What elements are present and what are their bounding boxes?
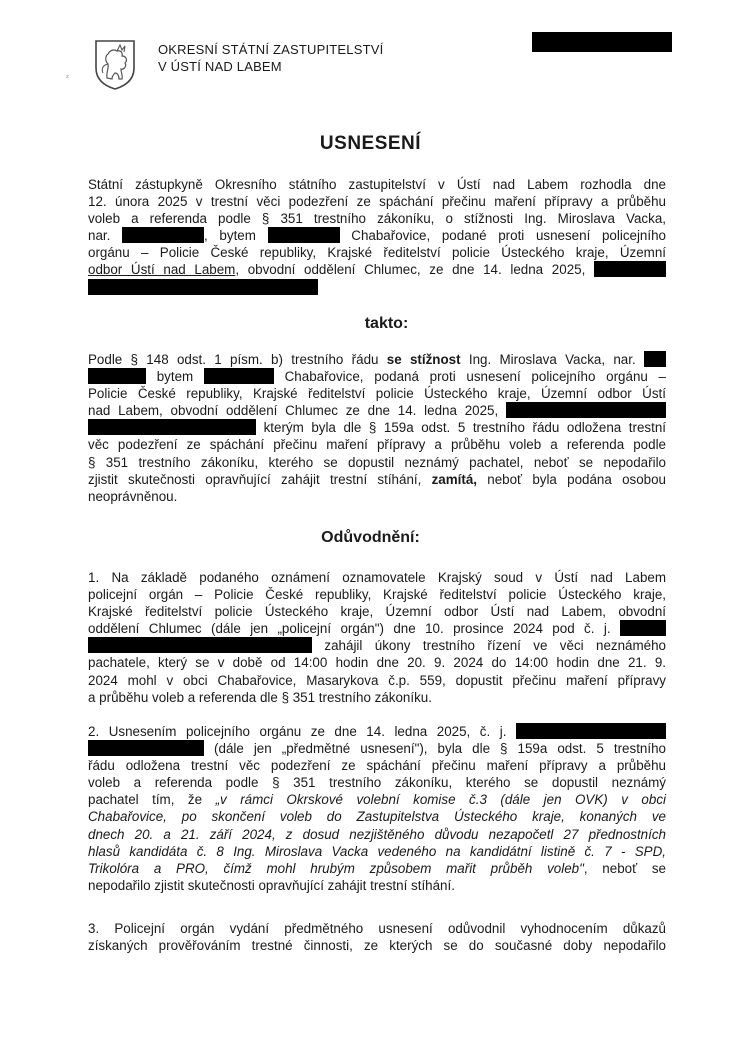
- redaction-block: [204, 368, 274, 384]
- verdict-line: neoprávněnou.: [88, 488, 178, 504]
- reason-line: 1. Na základě podaného oznámení oznamovatele Krajský soud v Ústí nad Labem: [88, 570, 666, 585]
- intro-line: Státní zástupkyně Okresního státního zastupitelství v Ústí nad Labem rozhodla dne: [88, 177, 666, 192]
- redaction-block: [88, 368, 146, 384]
- intro-line: 12. února 2025 v trestní věci podezření ze spáchání přečinu maření přípravy a průběhu: [88, 194, 666, 210]
- document-title: USNESENÍ: [319, 133, 422, 154]
- reason-line: získaných prověřováním trestné činnosti, ze kterých se do současné doby nepodařilo: [88, 938, 666, 954]
- redaction-block: [620, 620, 666, 636]
- verdict-line: nad Labem, obvodní oddělení Chlumec ze dne 14. ledna 2025,: [88, 402, 666, 419]
- intro-line: [88, 279, 666, 296]
- intro-line: odbor Ústí nad Labem, obvodní oddělení Chlumec, ze dne 14. ledna 2025,: [88, 261, 666, 278]
- reason-paragraph-1: [88, 569, 666, 706]
- reason-line: pachatele, který se v době od 14:00 hodin dne 20. 9. 2024 do 14:00 hodin dne 21. 9.: [88, 655, 666, 671]
- office-name: [158, 41, 383, 75]
- intro-line: nar. , bytem Chabařovice, podané proti usnesení policejního: [88, 228, 666, 244]
- scan-mark: ᶻ: [66, 73, 69, 82]
- redaction-block: [268, 227, 340, 243]
- reason-line: oddělení Chlumec (dále jen „policejní orgán") dne 10. prosince 2024 pod č. j.: [88, 620, 666, 637]
- verdict-line: kterým byla dle § 159a odst. 5 trestního řádu odložena trestní: [88, 419, 666, 436]
- reason-line: (dále jen „předmětné usnesení"), byla dle § 159a odst. 5 trestního: [88, 740, 666, 757]
- reason-line: řádu odložena trestní věc podezření ze spáchání přečinu maření přípravy a průběhu: [88, 758, 666, 774]
- reason-line: dnech 20. a 21. září 2024, z dosud nezjištěného důvodu nezapočetl 27 přednostních: [88, 826, 666, 842]
- redaction-block: [122, 227, 204, 243]
- intro-line: voleb a referenda podle § 351 trestního zákoníku, o stížnosti Ing. Miroslava Vacka,: [88, 211, 666, 227]
- verdict-line: Policie České republiky, Krajské ředitelství policie Ústeckého kraje, Územní odbor Ústí: [88, 386, 666, 402]
- redaction-block: [532, 32, 672, 52]
- reason-line: voleb a referenda podle § 351 trestního zákoníku, kterého se dopustil neznámý: [88, 775, 666, 791]
- redaction-block: [88, 419, 256, 435]
- reason-line: policejní orgán – Policie České republiky, Krajské ředitelství policie Ústeckého kraje,: [88, 587, 666, 603]
- reason-line: 3. Policejní orgán vydání předmětného usnesení odůvodnil vyhodnocením důkazů: [88, 921, 666, 936]
- redaction-block: [88, 279, 318, 295]
- reason-line: 2. Usnesením policejního orgánu ze dne 14. ledna 2025, č. j.: [88, 723, 666, 740]
- reason-line: pachatel tím, že „v rámci Okrskové volební komise č.3 (dále jen OVK) v obci: [88, 792, 666, 808]
- reason-line: nepodařilo zjistit skutečnosti opravňující zahájit trestní stíhání.: [88, 877, 455, 893]
- redaction-block: [88, 637, 312, 653]
- reason-line: Krajské ředitelství policie Ústeckého kraje, Územní odbor Ústí nad Labem, obvodní: [88, 604, 666, 620]
- reason-line: Chabařovice, po skončení voleb do Zastupitelstva Ústeckého kraje, konaných ve: [88, 809, 666, 825]
- verdict-line: Podle § 148 odst. 1 písm. b) trestního řádu se stížnost Ing. Miroslava Vacka, nar.: [88, 351, 666, 368]
- redaction-block: [88, 740, 204, 756]
- verdict-line: věc podezření ze spáchání přečinu maření přípravy a průběhu voleb a referenda podle: [88, 437, 666, 453]
- reason-paragraph-2: [88, 723, 666, 894]
- reason-paragraph-3: [88, 920, 666, 954]
- redaction-block: [516, 723, 666, 739]
- reason-line: Trikolóra a PRO, čímž mohl hrubým způsobem mařit průběh voleb", neboť se: [88, 860, 666, 876]
- reasons-heading: Odůvodnění:: [321, 529, 420, 546]
- intro-line: orgánu – Policie České republiky, Krajské ředitelství policie Ústeckého kraje, Územní: [88, 245, 666, 261]
- intro-paragraph: [88, 176, 666, 296]
- reason-line: a průběhu voleb a referenda dle § 351 trestního zákoníku.: [88, 689, 432, 705]
- office-line-2: V ÚSTÍ NAD LABEM: [158, 59, 282, 74]
- reason-line: zahájil úkony trestního řízení ve věci neznámého: [88, 637, 666, 654]
- verdict-line: zjistit skutečnosti opravňující zahájit trestní stíhání, zamítá, neboť byla podána osobou: [88, 471, 666, 487]
- redaction-block: [506, 402, 666, 418]
- coat-of-arms-logo: [93, 38, 137, 90]
- redaction-block: [644, 351, 666, 367]
- reason-line: hlasů kandidáta č. 8 Ing. Miroslava Vacka vedeného na kandidátní listině č. 7 - SPD,: [88, 843, 666, 859]
- takto-heading: takto:: [364, 315, 409, 332]
- office-line-1: OKRESNÍ STÁTNÍ ZASTUPITELSTVÍ: [158, 42, 384, 57]
- verdict-line: § 351 trestního zákoníku, kterého se dopustil neznámý pachatel, neboť se nepodařilo: [88, 454, 666, 470]
- verdict-line: bytem Chabařovice, podaná proti usnesení policejního orgánu –: [88, 368, 666, 385]
- reason-line: 2024 mohl v obci Chabařovice, Masarykova č.p. 559, dopustit přečinu maření přípravy: [88, 672, 666, 688]
- verdict-paragraph: [88, 351, 666, 505]
- redaction-block: [594, 261, 666, 277]
